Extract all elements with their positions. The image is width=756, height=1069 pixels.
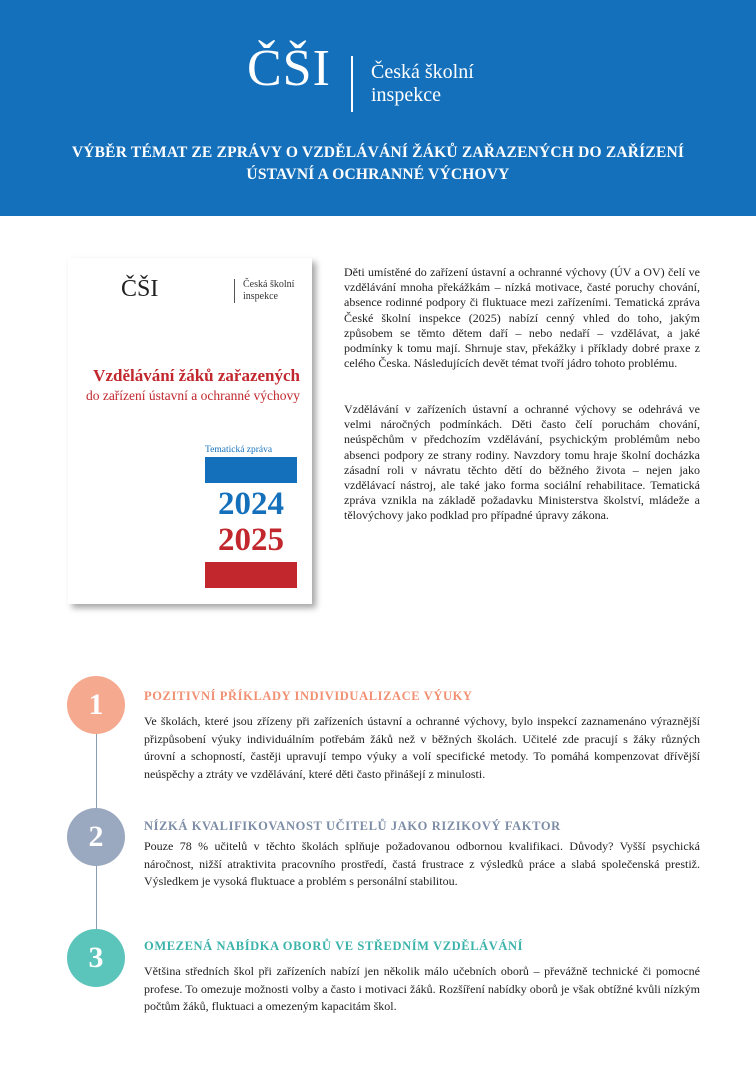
cover-year-2024: 2024	[218, 486, 284, 522]
section-3-text: Většina středních škol při zařízeních nabízí jen několik málo učebních oborů – převážně technické či pomocné profese. To omezuje možnosti volby a často i motivaci žáků. Rozšíření nabídky oborů je však obtížné kvůli nízkým počtům žáků, fluktuaci a omezeným kapacitám škol.	[144, 964, 700, 1013]
cover-title: Vzdělávání žáků zařazených	[93, 366, 300, 385]
cover-logo-name-line1: Česká školní	[243, 279, 295, 290]
section-1-heading: POZITIVNÍ PŘÍKLADY INDIVIDUALIZACE VÝUKY	[144, 689, 473, 703]
intro-paragraph-2: Vzdělávání v zařízeních ústavní a ochranné výchovy se odehrává ve velmi náročných podmínkách. Děti často čelí poruchám chování, neúspěchům v předchozím vzdělávání, psychickým problémům nebo absenci podpory ze strany rodiny. Navzdory tomu hraje školní docházka zásadní roli v návratu těchto dětí do běžného života – nejen jako vzdělávací nástroj, ale také jako forma sociální rehabilitace. Tematická zpráva vznikla na základě požadavku Ministerstva školství, mládeže a tělovýchovy jako podklad pro případné úpravy zákona.	[344, 402, 700, 523]
section-3-number-badge: 3	[67, 929, 125, 987]
section-1-text: Ve školách, které jsou zřízeny při zařízeních ústavní a ochranné výchovy, bylo inspekcí zaznamenáno výraznější přizpůsobení výuky individuálním potřebám žáků než v běžných školách. Učitelé zde pracují s žáky různých úrovní a schopností, častěji upravují tempo výuky a volí specifické metody. To pomáhá kompenzovat dřívější neúspěchy a ztráty ve vzdělávání, které děti často přinášejí z minulosti.	[144, 714, 700, 781]
cover-logo-name-line2: inspekce	[243, 291, 278, 302]
section-3-heading: OMEZENÁ NABÍDKA OBORŮ VE STŘEDNÍM VZDĚLÁVÁNÍ	[144, 939, 524, 953]
header-banner	[0, 0, 756, 216]
cover-csi-logo: ČŠI	[121, 276, 159, 302]
cover-logo-name	[243, 279, 294, 303]
section-2-text: Pouze 78 % učitelů v těchto školách splňuje požadovanou odbornou kvalifikaci. Důvody? Vyšší psychická náročnost, nižší atraktivita pracovního prostředí, častá frustrace z výsledků práce a slabá společenská prestiž. Výsledkem je vysoká fluktuace a problém s personální stabilitou.	[144, 839, 700, 888]
logo-divider	[351, 56, 353, 112]
logo-name-line1: Česká školní	[371, 61, 474, 83]
logo-name-line2: inspekce	[371, 84, 441, 106]
csi-logo: ČŠI	[247, 40, 331, 97]
section-1-number-badge: 1	[67, 676, 125, 734]
cover-year-2025: 2025	[218, 522, 284, 558]
cover-blue-band	[205, 457, 297, 483]
cover-label: Tematická zpráva	[205, 445, 273, 455]
section-2-heading: NÍZKÁ KVALIFIKOVANOST UČITELŮ JAKO RIZIKOVÝ FAKTOR	[144, 819, 561, 833]
intro-paragraph-1: Děti umístěné do zařízení ústavní a ochranné výchovy (ÚV a OV) čelí ve vzdělávání mnoha překážkám – nízká motivace, časté poruchy chování, absence rodinné podpory či fluktuace mezi zařízeními. Tematická zpráva České školní inspekce (2025) nabízí cenný vhled do toho, jakým způsobem se těmto dětem daří – nebo nedaří – vzdělávat, a jaké podmínky k tomu mají. Shrnuje stav, překážky i příklady dobré praxe z celého Česka. Následujících devět témat tvoří jádro tohoto problému.	[344, 265, 700, 371]
logo-name	[371, 61, 474, 107]
cover-subtitle: do zařízení ústavní a ochranné výchovy	[85, 388, 300, 403]
page-title-line1: VÝBĚR TÉMAT ZE ZPRÁVY O VZDĚLÁVÁNÍ ŽÁKŮ ZAŘAZENÝCH DO ZAŘÍZENÍ	[71, 144, 685, 161]
page-title	[40, 142, 716, 186]
page-title-line2: ÚSTAVNÍ A OCHRANNÉ VÝCHOVY	[246, 166, 510, 183]
section-2-number-badge: 2	[67, 808, 125, 866]
cover-red-band	[205, 562, 297, 588]
cover-logo-divider	[234, 279, 235, 303]
